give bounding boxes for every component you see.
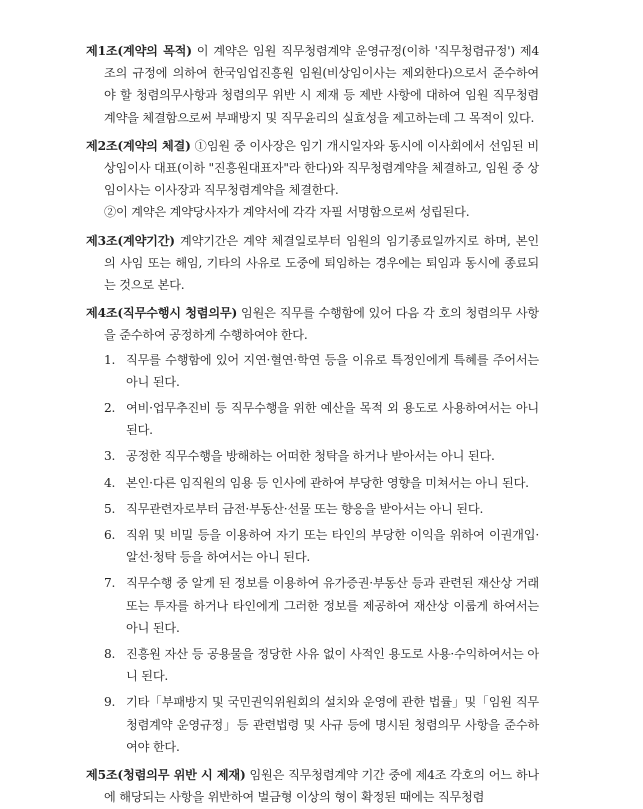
item-text: 기타「부패방지 및 국민권익위원회의 설치와 운영에 관한 법률」및「임원 직무청렴계약 운영규정」등 관련법령 및 사규 등에 명시된 청렴의무 사항을 준수하여야 한다. xyxy=(126,695,539,754)
article-1 xyxy=(86,40,539,129)
list-item xyxy=(104,397,539,441)
article-2-clause-2: ②이 계약은 계약당사자가 계약서에 각각 자필 서명함으로써 성립된다. xyxy=(104,205,470,220)
item-text: 본인·다른 임직원의 임용 등 인사에 관하여 부당한 영향을 미쳐서는 아니 된다. xyxy=(126,475,529,490)
article-5 xyxy=(86,764,539,808)
item-number: 9. xyxy=(104,695,116,710)
item-text: 여비·업무추진비 등 직무수행을 위한 예산을 목적 외 용도로 사용하여서는 아니 된다. xyxy=(126,401,539,438)
item-number: 7. xyxy=(104,576,116,591)
list-item xyxy=(104,349,539,393)
article-3 xyxy=(86,230,539,297)
article-1-body: 이 계약은 임원 직무청렴계약 운영규정(이하 '직무청렴규정') 제4조의 규정에 의하여 한국임업진흥원 임원(비상임이사는 제외한다)으로서 준수하여야 할 청렴의무사항과 청렴의무 위반 시 제재 등 제반 사항에 대하여 임원 직무청렴계약을 체결함으로써 부패방지 및 직무윤리의 실효성을 제고하는데 그 목적이 있다. xyxy=(104,44,540,125)
article-3-title: 제3조(계약기간) xyxy=(86,233,175,248)
list-item xyxy=(104,524,539,568)
item-text: 진흥원 자산 등 공용물을 정당한 사유 없이 사적인 용도로 사용·수익하여서는 아니 된다. xyxy=(126,647,539,684)
item-number: 4. xyxy=(104,475,116,490)
item-number: 6. xyxy=(104,528,116,543)
list-item xyxy=(104,643,539,687)
list-item xyxy=(104,445,539,467)
article-1-title: 제1조(계약의 목적) xyxy=(86,44,192,58)
item-text: 직무를 수행함에 있어 지연·혈연·학연 등을 이유로 특정인에게 특혜를 주어서는 아니 된다. xyxy=(126,352,539,389)
article-2-body: ①임원 중 이사장은 임기 개시일자와 동시에 이사회에서 선임된 비상임이사 대표(이하 "진흥원대표자"라 한다)와 직무청렴계약을 체결하고, 임원 중 상임이사는 이사장과 직무청렴계약을 체결한다. xyxy=(104,138,539,198)
article-4-title: 제4조(직무수행시 청렴의무) xyxy=(86,306,238,321)
item-number: 8. xyxy=(104,647,116,662)
item-number: 3. xyxy=(104,449,116,464)
article-4-body: 임원은 직무를 수행함에 있어 다음 각 호의 청렴의무 사항을 준수하여 공정하게 수행하여야 한다. xyxy=(104,306,539,343)
item-number: 1. xyxy=(104,352,116,367)
list-item xyxy=(104,572,539,639)
list-item xyxy=(104,498,539,520)
item-text: 공정한 직무수행을 방해하는 어떠한 청탁을 하거나 받아서는 아니 된다. xyxy=(126,449,495,464)
item-text: 직무수행 중 알게 된 정보를 이용하여 유가증권·부동산 등과 관련된 재산상 거래 또는 투자를 하거나 타인에게 그러한 정보를 제공하여 재산상 이룹게 하여서는 아니 된다. xyxy=(126,576,539,635)
article-4 xyxy=(86,302,539,346)
list-item xyxy=(104,691,539,758)
article-5-body: 임원은 직무청렴계약 기간 중에 제4조 각호의 어느 하나에 해당되는 사항을 위반하여 벌금형 이상의 형이 확정된 때에는 직무청렴 xyxy=(104,768,539,805)
article-4-items xyxy=(86,349,539,758)
list-item xyxy=(104,472,539,494)
item-text: 직위 및 비밀 등을 이용하여 자기 또는 타인의 부당한 이익을 위하여 이권개입·알선·청탁 등을 하여서는 아니 된다. xyxy=(126,528,539,565)
article-2 xyxy=(86,135,539,202)
item-number: 5. xyxy=(104,501,116,516)
item-text: 직무관련자로부터 금전·부동산·선물 또는 향응을 받아서는 아니 된다. xyxy=(126,501,484,516)
article-5-title: 제5조(청렴의무 위반 시 제재) xyxy=(86,768,246,783)
item-number: 2. xyxy=(104,401,116,416)
article-2-title: 제2조(계약의 체결) xyxy=(86,138,191,153)
article-3-body: 계약기간은 계약 체결일로부터 임원의 임기종료일까지로 하며, 본인의 사임 또는 해임, 기타의 사유로 도중에 퇴임하는 경우에는 퇴임과 동시에 종료되는 것으로 본다. xyxy=(104,233,539,293)
